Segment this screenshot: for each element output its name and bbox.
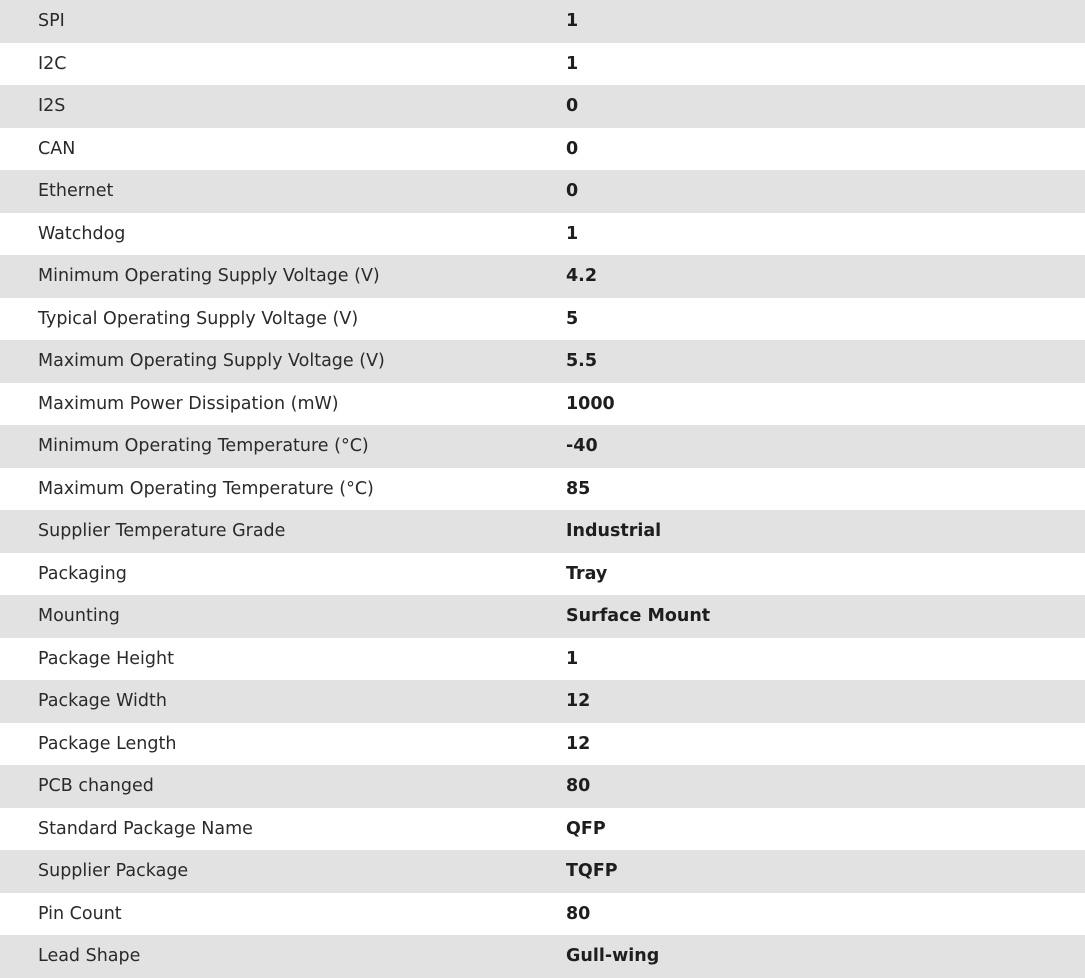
spec-value: 1000 <box>566 393 615 414</box>
spec-row-mounting <box>0 595 1085 638</box>
spec-row-supplier-package <box>0 850 1085 893</box>
spec-value: 85 <box>566 478 591 499</box>
spec-label: Standard Package Name <box>38 818 253 839</box>
spec-row-typ-supply-voltage <box>0 298 1085 341</box>
spec-label: Ethernet <box>38 181 114 202</box>
spec-row-ethernet <box>0 170 1085 213</box>
spec-value: Gull-wing <box>566 946 660 967</box>
spec-row-lead-shape <box>0 935 1085 978</box>
spec-value: 0 <box>566 181 579 202</box>
spec-row-max-power-dissipation <box>0 383 1085 426</box>
spec-label: Package Length <box>38 733 177 754</box>
spec-value: -40 <box>566 436 598 457</box>
spec-value: 80 <box>566 776 591 797</box>
spec-row-temperature-grade <box>0 510 1085 553</box>
spec-label: Maximum Operating Temperature (°C) <box>38 478 374 499</box>
spec-row-max-supply-voltage <box>0 340 1085 383</box>
spec-value: 12 <box>566 691 591 712</box>
spec-row-package-width <box>0 680 1085 723</box>
spec-row-pcb-changed <box>0 765 1085 808</box>
spec-value: 1 <box>566 11 579 32</box>
spec-value: 1 <box>566 223 579 244</box>
spec-row-pin-count <box>0 893 1085 936</box>
spec-label: Supplier Package <box>38 861 189 882</box>
spec-label: Typical Operating Supply Voltage (V) <box>38 308 359 329</box>
spec-value: 1 <box>566 648 579 669</box>
spec-value: 4.2 <box>566 266 598 287</box>
spec-row-min-operating-temperature <box>0 425 1085 468</box>
spec-value: Industrial <box>566 521 662 542</box>
spec-label: Packaging <box>38 563 127 584</box>
spec-value: 12 <box>566 733 591 754</box>
spec-label: Lead Shape <box>38 946 141 967</box>
spec-label: Mounting <box>38 606 120 627</box>
spec-row-max-operating-temperature <box>0 468 1085 511</box>
spec-value: 80 <box>566 903 591 924</box>
spec-row-spi <box>0 0 1085 43</box>
spec-label: SPI <box>38 11 65 32</box>
spec-row-watchdog <box>0 213 1085 256</box>
spec-row-can <box>0 128 1085 171</box>
spec-label: CAN <box>38 138 76 159</box>
spec-row-packaging <box>0 553 1085 596</box>
spec-value: 1 <box>566 53 579 74</box>
spec-row-i2s <box>0 85 1085 128</box>
spec-label: PCB changed <box>38 776 154 797</box>
spec-value: TQFP <box>566 861 618 882</box>
spec-row-standard-package-name <box>0 808 1085 851</box>
spec-row-package-height <box>0 638 1085 681</box>
spec-label: Watchdog <box>38 223 126 244</box>
spec-value: 5 <box>566 308 579 329</box>
spec-label: I2S <box>38 96 66 117</box>
spec-value: Surface Mount <box>566 606 711 627</box>
spec-label: Minimum Operating Supply Voltage (V) <box>38 266 380 287</box>
spec-label: I2C <box>38 53 67 74</box>
spec-value: QFP <box>566 818 606 839</box>
spec-value: 0 <box>566 96 579 117</box>
spec-label: Maximum Power Dissipation (mW) <box>38 393 339 414</box>
spec-label: Pin Count <box>38 903 122 924</box>
spec-label: Maximum Operating Supply Voltage (V) <box>38 351 385 372</box>
spec-row-i2c <box>0 43 1085 86</box>
spec-label: Minimum Operating Temperature (°C) <box>38 436 369 457</box>
spec-row-min-supply-voltage <box>0 255 1085 298</box>
spec-label: Package Width <box>38 691 167 712</box>
spec-value: Tray <box>566 563 608 584</box>
spec-value: 5.5 <box>566 351 598 372</box>
spec-label: Package Height <box>38 648 174 669</box>
spec-value: 0 <box>566 138 579 159</box>
spec-row-package-length <box>0 723 1085 766</box>
spec-label: Supplier Temperature Grade <box>38 521 286 542</box>
